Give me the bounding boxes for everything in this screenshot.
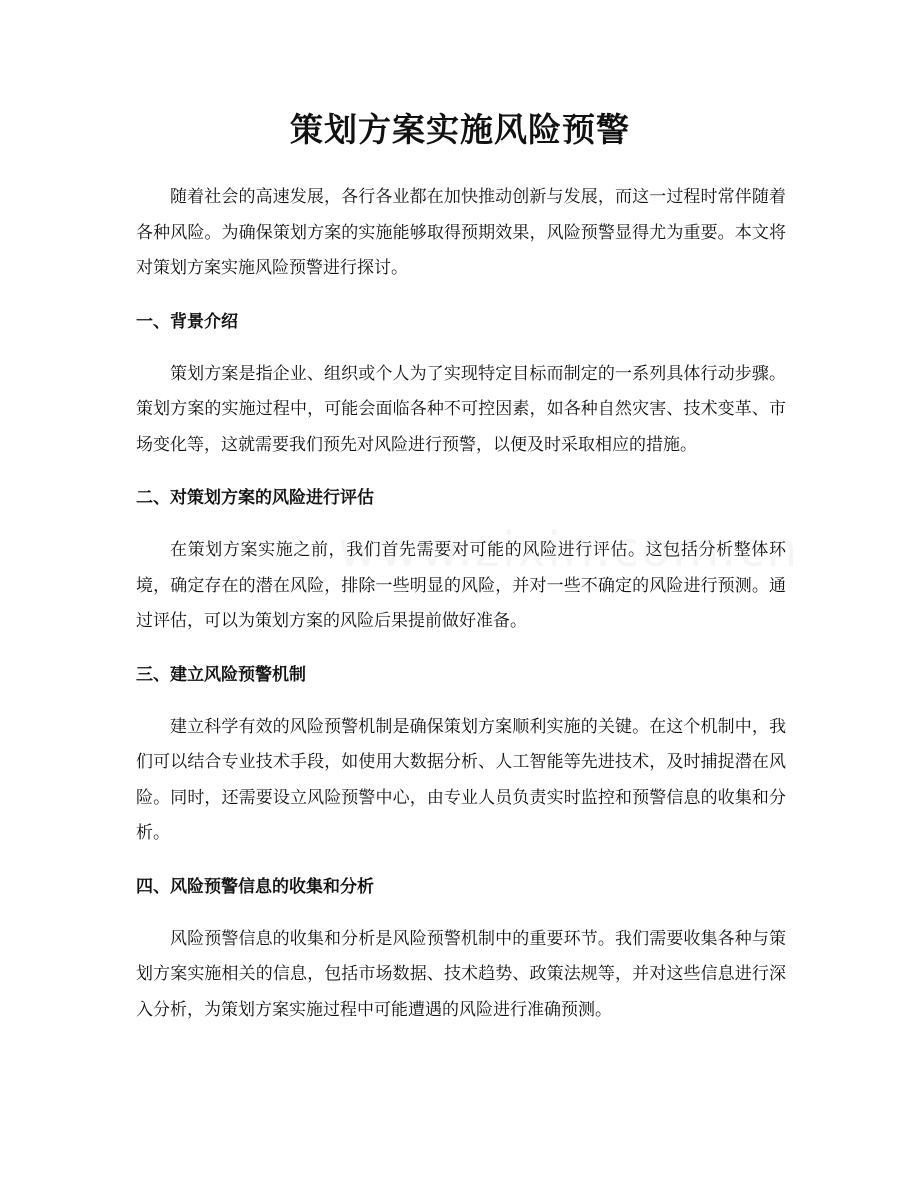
section-paragraph: 策划方案是指企业、组织或个人为了实现特定目标而制定的一系列具体行动步骤。策划方案的实施过程中，可能会面临各种不可控因素，如各种自然灾害、技术变革、市场变化等，这就需要我们预先对风险进行预警，以便及时采取相应的措施。	[136, 363, 786, 455]
section-heading: 三、建立风险预警机制	[136, 664, 306, 685]
section-paragraph: 建立科学有效的风险预警机制是确保策划方案顺利实施的关键。在这个机制中，我们可以结合专业技术手段，如使用大数据分析、人工智能等先进技术，及时捕捉潜在风险。同时，还需要设立风险预警中心，由专业人员负责实时监控和预警信息的收集和分析。	[136, 716, 786, 843]
section-info-collection	[136, 870, 786, 1029]
section-heading: 一、背景介绍	[136, 311, 238, 332]
section-heading: 二、对策划方案的风险进行评估	[136, 488, 374, 508]
document-content	[136, 180, 786, 1028]
section-paragraph: 风险预警信息的收集和分析是风险预警机制中的重要环节。我们需要收集各种与策划方案实施相关的信息，包括市场数据、技术趋势、政策法规等，并对这些信息进行深入分析，为策划方案实施过程中可能遭遇的风险进行准确预测。	[136, 928, 786, 1020]
document-title: 策划方案实施风险预警	[290, 110, 630, 149]
section-heading: 四、风险预警信息的收集和分析	[136, 876, 374, 897]
section-background	[136, 305, 786, 464]
section-warning-mechanism	[136, 658, 786, 852]
intro-paragraph: 随着社会的高速发展，各行各业都在加快推动创新与发展，而这一过程时常伴随着各种风险。为确保策划方案的实施能够取得预期效果，风险预警显得尤为重要。本文将对策划方案实施风险预警进行探讨。	[136, 187, 786, 278]
section-paragraph: 在策划方案实施之前，我们首先需要对可能的风险进行评估。这包括分析整体环境，确定存在的潜在风险，排除一些明显的风险，并对一些不确定的风险进行预测。通过评估，可以为策划方案的风险后果提前做好准备。	[136, 540, 786, 631]
section-risk-assessment	[136, 481, 786, 640]
